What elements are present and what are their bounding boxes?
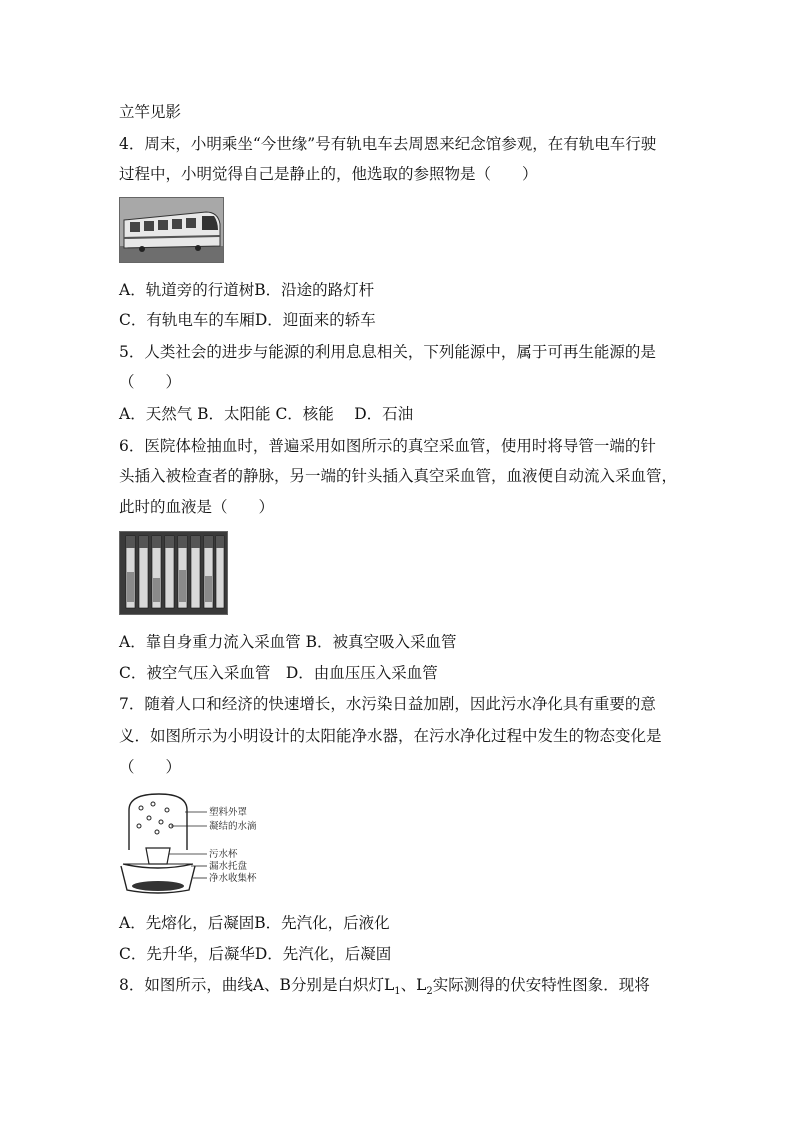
question-6-line-2: 头插入被检查者的静脉，另一端的针头插入真空采血管，血液便自动流入采血管， [119, 467, 678, 485]
solar-water-purifier-diagram [119, 790, 279, 898]
label-condensed-droplets: 凝结的水滴 [209, 821, 257, 832]
label-drip-tray: 漏水托盘 [209, 861, 248, 872]
question-5-line-2: （ ） [119, 373, 182, 391]
question-4-options-1: A．轨道旁的行道树B．沿途的路灯杆 [119, 281, 375, 299]
label-dirty-water-cup: 污水杯 [209, 849, 238, 860]
question-8-text-suffix: 实际测得的伏安特性图象．现将 [432, 976, 650, 994]
question-4-line-2: 过程中，小明觉得自己是静止的，他选取的参照物是（ ） [119, 165, 538, 183]
question-8-text-prefix: 8．如图所示，曲线A、B分别是白炽灯L [119, 976, 395, 994]
question-8-text-mid: 、L [400, 976, 427, 994]
question-7-options-1: A．先熔化，后凝固B．先汽化，后液化 [119, 914, 390, 932]
question-7-line-1: 7．随着人口和经济的快速增长，水污染日益加剧，因此污水净化具有重要的意 [119, 695, 656, 713]
question-6-line-1: 6．医院体检抽血时，普遍采用如图所示的真空采血管，使用时将导管一端的针 [119, 437, 656, 455]
question-4-line-1: 4．周末，小明乘坐“今世缘”号有轨电车去周恩来纪念馆参观，在有轨电车行驶 [119, 135, 657, 153]
question-5-line-1: 5．人类社会的进步与能源的利用息息相关，下列能源中，属于可再生能源的是 [119, 343, 656, 361]
section-title: 立竿见影 [119, 103, 182, 121]
question-7-line-3: （ ） [119, 758, 182, 776]
question-6-options-1: A．靠自身重力流入采血管 B．被真空吸入采血管 [119, 633, 457, 651]
question-4-options-2: C．有轨电车的车厢D．迎面来的轿车 [119, 311, 376, 329]
question-7-options-2: C．先升华，后凝华D．先汽化，后凝固 [119, 945, 392, 963]
tram-photo [119, 197, 224, 263]
question-6-line-3: 此时的血液是（ ） [119, 498, 275, 516]
label-clean-water-cup: 净水收集杯 [209, 873, 257, 884]
label-plastic-cover: 塑料外罩 [209, 807, 248, 818]
question-6-options-2: C．被空气压入采血管 D．由血压压入采血管 [119, 664, 438, 682]
question-7-line-2: 义．如图所示为小明设计的太阳能净水器，在污水净化过程中发生的物态变化是 [119, 727, 662, 745]
question-8-line-1 [119, 975, 650, 1002]
subscript-1: 1 [394, 986, 401, 998]
blood-tubes-photo [119, 531, 228, 615]
question-5-options: A．天然气 B．太阳能 C．核能 D．石油 [119, 405, 414, 423]
subscript-2: 2 [426, 986, 433, 998]
